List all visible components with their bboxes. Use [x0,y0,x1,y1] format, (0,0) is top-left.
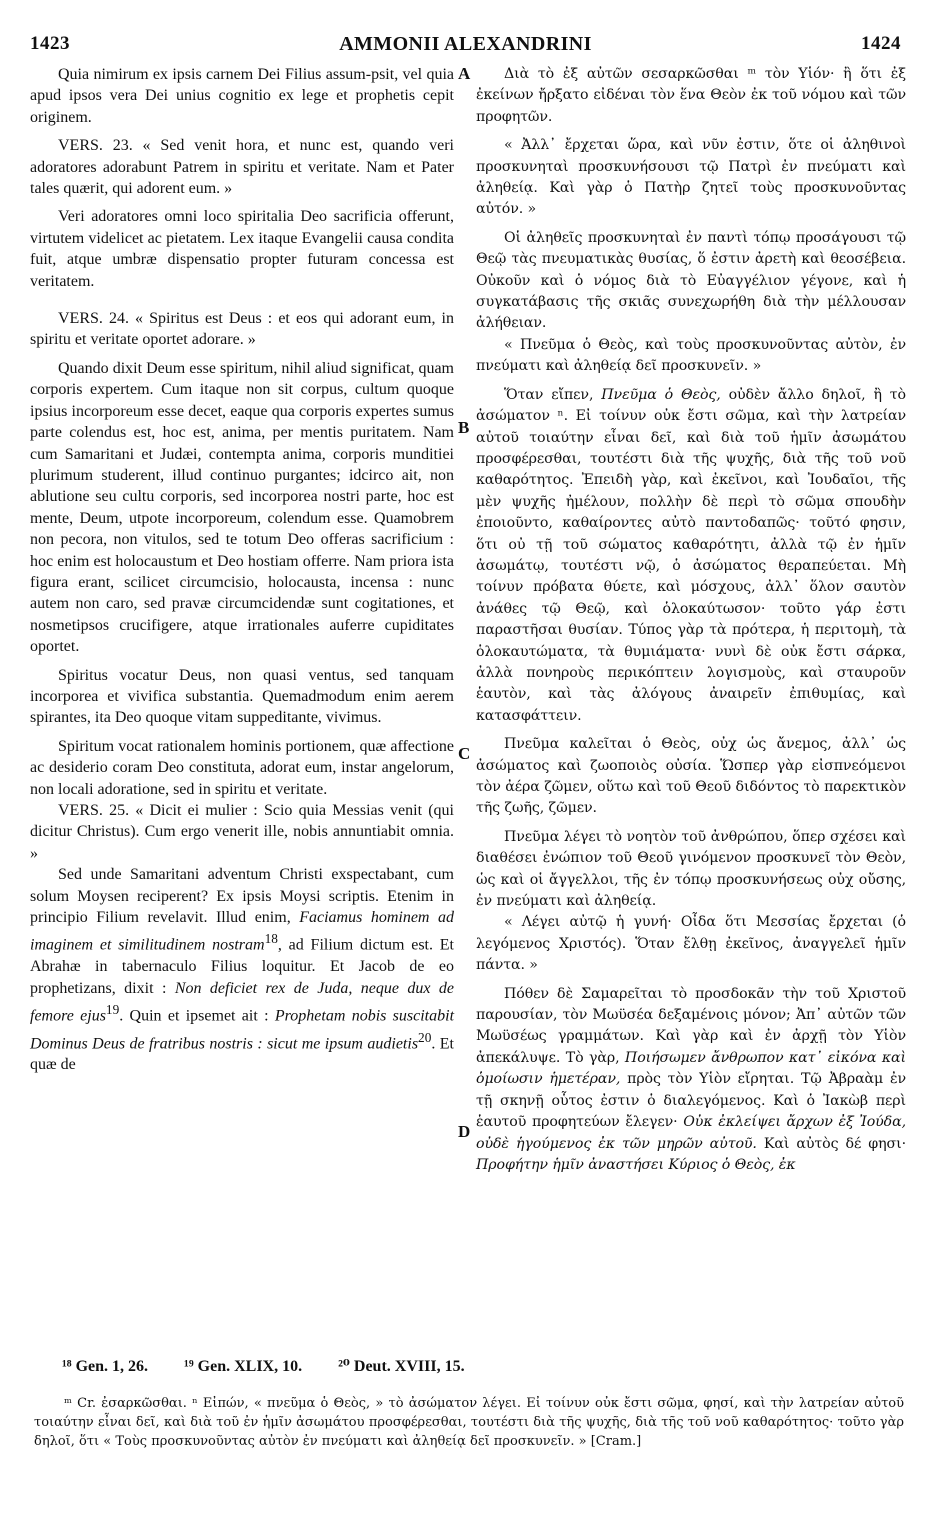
greek-quotation: Πνεῦμα ὁ Θεὸς, [601,386,721,403]
latin-paragraph: Spiritum vocat rationalem hominis portionem, quæ affectione ac desiderio coram Deo constituta, adorat eum, instar angelorum, non locali adoratione, sed in spiritu et veritate. [30,737,454,798]
latin-paragraph [30,864,454,1076]
section-marker-b: B [458,418,470,437]
greek-text: πρὸς τὸν Υἱὸν εἴρηται. Τῷ Ἀβραὰμ ἐν τῇ σκηνῇ οὗτος ἐστιν ὁ διαλεγόμενος. Καὶ ὁ Ἰακὼβ περὶ ἑαυτοῦ προφητεύων ἔλεγεν· [476,1071,906,1131]
greek-paragraph: Πνεῦμα καλεῖται ὁ Θεὸς, οὐχ ὡς ἄνεμος, ἀλλ᾽ ὡς ἀσώματος καὶ ζωοποιὸς οὐσία. Ὥσπερ γὰρ εἰσπνεόμενοι τὸν ἀέρα ζῶμεν, οὕτω καὶ τοῦ Θεοῦ διδόντος τὸ παρεκτικὸν τῆς ζωῆς, ζῶμεν. [476,736,906,817]
greek-text: Πόθεν δὲ Σαμαρεῖται τὸ προσδοκᾶν τὴν τοῦ Χριστοῦ παρουσίαν, τὸν Μωϋσέα δεξαμένοις μόνον; Ἀπ᾽ αὐτῶν τῶν Μωϋσέως γραμμάτων. Καὶ γὰρ καὶ ἐν ἀρχῇ τὸν Υἱὸν ἀπεκάλυψε. Τὸ γὰρ, [476,985,906,1066]
left-page-number: 1423 [30,33,70,54]
footnote-marker: 20 [418,1029,432,1045]
section-marker-d: D [458,1122,471,1141]
latin-text: , ad Filium dictum est. Et Abrahæ in tabernaculo Filius loquitur. Et Jacob de eo prophetizans, dixit : [30,936,454,997]
latin-text: . Quin et ipsemet ait : [119,1007,269,1025]
scripture-references [62,1356,902,1376]
latin-verse-25: VERS. 25. « Dicit ei mulier : Scio quia Messias venit (qui dicitur Christus). Cum ergo venerit ille, nobis annuntiabit omnia. » [30,802,454,862]
latin-paragraph: Spiritus vocatur Deus, non quasi ventus, sed tanquam incorporea et vivifica substantia. Quemadmodum enim aerem spirantes, ita Deo quoque vitam suppeditante, vivimus. [30,666,454,727]
greek-verse-24: « Πνεῦμα ὁ Θεὸς, καὶ τοὺς προσκυνοῦντας αὐτὸν, ἐν πνεύματι καὶ ἀληθείᾳ δεῖ προσκυνεῖν. » [476,336,906,375]
reference-20: ²⁰ Deut. XVIII, 15. [338,1358,465,1375]
greek-paragraph: Πνεῦμα λέγει τὸ νοητὸν τοῦ ἀνθρώπου, ὅπερ σχέσει καὶ διαθέσει ἐνώπιον τοῦ Θεοῦ γινόμενον προσκυνεῖ τὸν Θεὸν, ὡς καὶ οἱ ἄγγελλοι, τῆς ἐν τόπῳ προσκυνήσεως οὐχ οὔσης, ἐν πνεύματι καὶ ἀληθείᾳ. [476,828,906,910]
section-marker-a: A [458,64,471,83]
greek-verse-25: « Λέγει αὐτῷ ἡ γυνή· Οἶδα ὅτι Μεσσίας ἔρχεται (ὁ λεγόμενος Χριστός). Ὅταν ἔλθῃ ἐκεῖνος, ἀναγγελεῖ ἡμῖν πάντα. » [476,914,906,974]
greek-paragraph: Διὰ τὸ ἐξ αὐτῶν σεσαρκῶσθαι ᵐ τὸν Υἱόν· ἢ ὅτι ἐξ ἐκείνων ἤρξατο εἰδέναι τὸν ἕνα Θεὸν ἐκ τοῦ νόμου καὶ τῶν προφητῶν. [476,66,906,125]
greek-paragraph [476,984,906,1177]
reference-18: ¹⁸ Gen. 1, 26. [62,1358,149,1375]
latin-text: . Et quæ de [30,1035,454,1074]
latin-quotation: Non deficiet rex de Juda, neque dux de femore ejus [30,979,455,1025]
footnotes [34,1394,904,1451]
latin-quotation: Faciamus hominem ad imaginem et similitudinem nostram [30,909,454,954]
right-page-number: 1424 [861,33,901,54]
greek-verse-23: « Ἀλλ᾽ ἔρχεται ὥρα, καὶ νῦν ἐστιν, ὅτε οἱ ἀληθινοὶ προσκυνηταὶ προσκυνήσουσι τῷ Πατρὶ ἐν πνεύματι καὶ ἀληθείᾳ. Καὶ γὰρ ὁ Πατὴρ ζητεῖ τοὺς προσκυνοῦντας αὐτόν. » [476,137,906,218]
latin-paragraph: Quando dixit Deum esse spiritum, nihil aliud significat, quam corporis expertem. Cum itaque non sit corpus, cultum quoque ipsius incorporeum esse decet, eaque qua corporis expertes sumus parte colendus est, hoc est, anima, per mentis puritatem. Nam cum Samaritani et Judæi, contempta anima, corporis munditiei plurimum studerent, illud continuo purgantes; idcirco ait, non ablutione seu cultu corporis, sed incorporea nostri parte, hoc est mente, Deum, utpote incorporeum, colendum esse. Quamobrem non pecora, non vitulos, sed te totum Deo offeras sacrificium : hoc enim est holocaustum et Deo hostiam offerre. Nam priora ista figura erant, scilicet circumcisio, holocausta, incensa : nunc autem non caro, sed pravæ circumcidendæ sunt cogitationes, et nosmetipsos crucifigere, atque irrationales auferre cupiditates oportet. [30,359,454,656]
greek-quotation: Ποιήσωμεν ἄνθρωπον κατ᾽ εἰκόνα καὶ ὁμοίωσιν ἡμετέραν, [476,1049,906,1088]
reference-19: ¹⁹ Gen. XLIX, 10. [184,1358,303,1375]
latin-verse-24: VERS. 24. « Spiritus est Deus : et eos qui adorant eum, in spiritu et veritate oportet adorare. » [30,310,454,349]
footnote-marker: 19 [105,1001,120,1017]
footnote-text: ᵐ Cr. ἐσαρκῶσθαι. ⁿ Εἰπών, « πνεῦμα ὁ Θεὸς, » τὸ ἀσώματον λέγει. Εἰ τοίνυν οὐκ ἔστι σῶμα, φησί, καὶ τὴν λατρείαν αὐτοῦ τοιαύτην εἶναι δεῖ, καὶ διὰ τοῦ ἐν ἡμῖν ἀσωμάτου προσφέρεσθαι, τουτέστι διὰ τῆς ψυχῆς, διὰ τῆς τοῦ νοῦ καθαρότητος· τοῦτο γὰρ δηλοῖ, ὅτι « Τοὺς προσκυνοῦντας αὐτὸν ἐν πνεύματι καὶ ἀληθείᾳ δεῖ προσκυνεῖν. » [Cram.] [34,1396,904,1449]
greek-text: Καὶ αὐτὸς δέ φησι· [763,1135,906,1152]
latin-text: Sed unde Samaritani adventum Christi exspectabant, cum solum Moysen reciperent? Ex ipsis Moysi scriptis. Etenim in principio Filium revelavit. Illud enim, [30,866,454,927]
latin-verse-23: VERS. 23. « Sed venit hora, et nunc est, quando veri adoratores adorabunt Patrem in spiritu et veritate. Nam et Pater tales quærit, qui adorent eum. » [30,137,454,198]
greek-paragraph: Οἱ ἀληθεῖς προσκυνηταὶ ἐν παντὶ τόπῳ προσάγουσι τῷ Θεῷ τὰς πνευματικὰς θυσίας, ὅ ἐστιν ἀρετὴ καὶ θεοσέβεια. Οὐκοῦν καὶ ὁ νόμος διὰ τὸ Εὐαγγέλιον γέγονε, καὶ ἡ συγκατάβασις τῆς σκιᾶς συνεχωρήθη διὰ τὴν μέλλουσαν ἀλήθειαν. [476,229,906,332]
page-header [30,33,901,63]
greek-text: οὐδὲν ἄλλο δηλοῖ, ἢ τὸ ἀσώματον ⁿ. Εἰ τοίνυν οὐκ ἔστι σῶμα, καὶ τὴν λατρείαν αὐτοῦ τοιαύτην εἶναι δεῖ, καὶ διὰ τοῦ ἡμῖν ἀσωμάτου προσφέρεσθαι, τουτέστι διὰ τῆς ψυχῆς, διὰ τῆς τοῦ νοῦ καθαρότητος. Ἐπειδὴ γὰρ, καὶ ἐκεῖνοι, καὶ Ἰουδαῖοι, τῆς μὲν ψυχῆς ἠμέλουν, πολλὴν δὲ περὶ τὸ σῶμα σπουδὴν ἐποιοῦντο, καθαίροντες αὐτὸ παντοδαπῶς· τοῦτό φησιν, ὅτι οὐ τῇ τοῦ σώματος καθαρότητι, ἀλλὰ τῷ ἐν ἡμῖν ἀσωμάτῳ, τουτέστι νῷ, ὁ ἀσώματος θεραπεύεται. Μὴ τοίνυν πρόβατα θύετε, καὶ μόσχους, ἀλλ᾽ ὅλον σαυτὸν ἀνάθες τῷ Θεῷ, καὶ ὁλοκαύτωσον· τοῦτο γάρ ἐστι παραστῆσαι θυσίαν. Τύπος γὰρ τὰ πρότερα, ἡ περιτομὴ, τὰ ὁλοκαυτώματα, τὰ θυμιάματα· νυνὶ δὲ οὐκ ἔστι σάρκα, ἀλλὰ πονηροὺς περικόπτειν λογισμοὺς, καὶ σταυροῦν ἑαυτὸν, καὶ τὰς ἀλόγους ἀναιρεῖν ἐπιθυμίας, καὶ κατασφάττειν. [476,386,906,724]
greek-quotation: Οὐκ ἐκλείψει ἄρχων ἐξ Ἰούδα, οὐδὲ ἡγούμενος ἐκ τῶν μηρῶν αὐτοῦ. [476,1114,906,1152]
section-marker-c: C [458,744,471,763]
latin-paragraph: Quia nimirum ex ipsis carnem Dei Filius assum-psit, vel quia apud ipsos vera Dei unius cognitio ex lege et prophetis cepit originem. [30,66,454,126]
running-title: AMMONII ALEXANDRINI [339,33,592,55]
latin-column [30,64,454,1076]
greek-quotation: Προφήτην ἡμῖν ἀναστήσει Κύριος ὁ Θεὸς, ἐκ [476,1156,796,1173]
latin-quotation: Prophetam nobis suscitabit Dominus Deus de fratribus nostris : sicut me ipsum audietis [30,1007,455,1053]
greek-text: Ὅταν εἴπεν, [504,386,594,403]
latin-paragraph: Veri adoratores omni loco spiritalia Deo sacrificia offerunt, virtutem videlicet ac pietatem. Lex itaque Evangelii causa condita fuit, atque umbræ dispensatio propter futuram concessa est veritatem. [30,208,454,290]
greek-column [476,64,906,1176]
greek-paragraph [476,385,906,728]
footnote-marker: 18 [264,931,278,947]
